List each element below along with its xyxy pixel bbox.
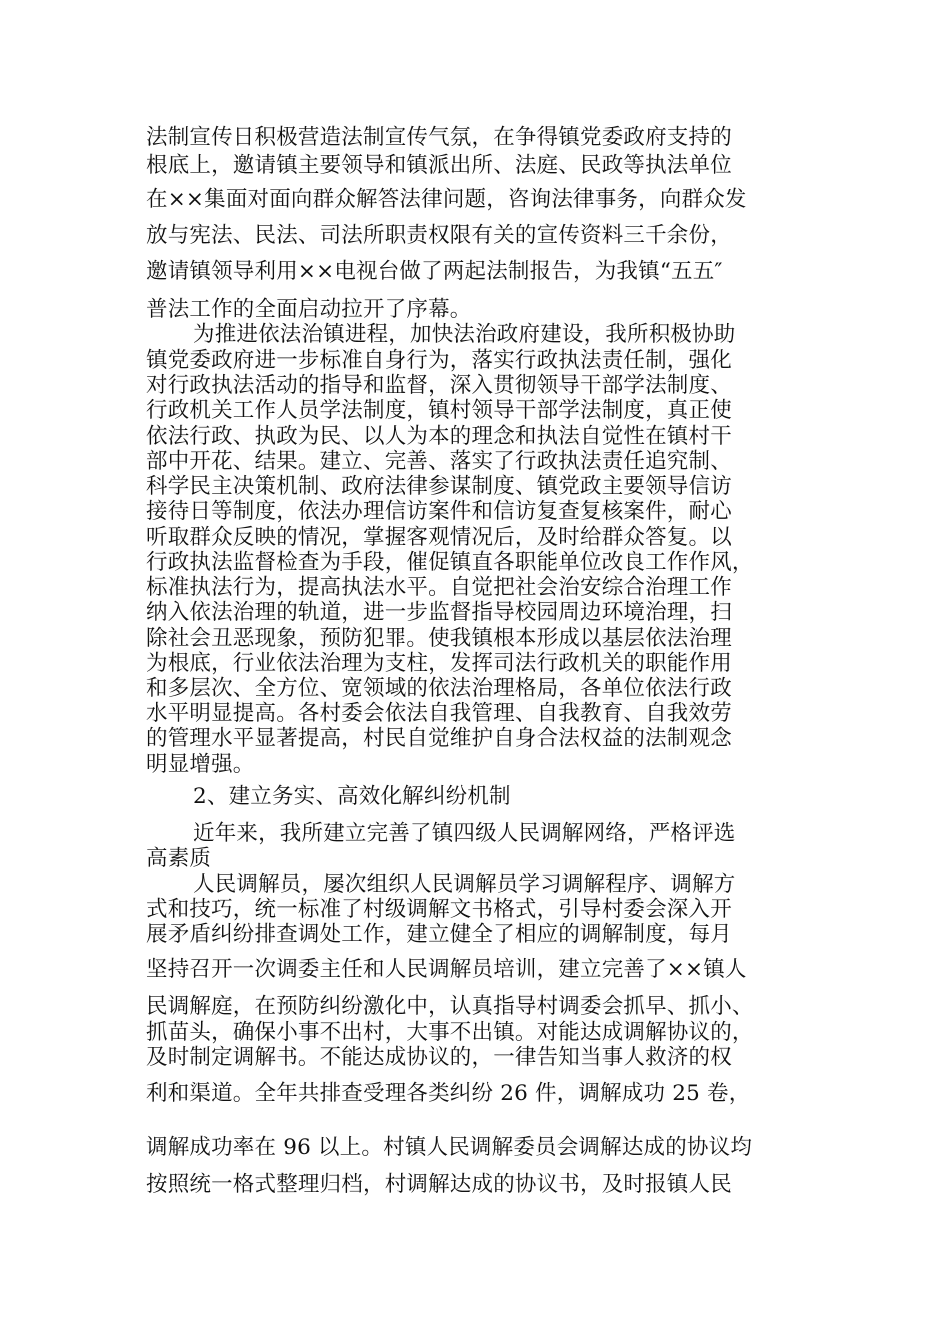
- text-line: 及时制定调解书。不能达成协议的，一律告知当事人救济的权: [146, 1045, 732, 1070]
- text-line: 依法行政、执政为民、以人为本的理念和执法自觉性在镇村干: [146, 424, 732, 449]
- text-line: 和多层次、全方位、宽领域的依法治理格局，各单位依法行政: [146, 676, 732, 701]
- text-line: 普法工作的全面启动拉开了序幕。: [146, 297, 472, 322]
- text-line: 展矛盾纠纷排查调处工作，建立健全了相应的调解制度，每月: [146, 922, 732, 947]
- text-line: 在××集面对面向群众解答法律问题，咨询法律事务，向群众发: [146, 187, 747, 212]
- text-line: 调解成功率在 96 以上。村镇人民调解委员会调解达成的协议均: [146, 1135, 753, 1160]
- text-line: 部中开花、结果。建立、完善、落实了行政执法责任追究制、: [146, 449, 732, 474]
- text-line: 行政机关工作人员学法制度，镇村领导干部学法制度，真正使: [146, 398, 732, 423]
- paragraph-first-line: 为推进依法治镇进程，加快法治政府建设，我所积极协助: [193, 322, 736, 347]
- text-line: 镇党委政府进一步标准自身行为，落实行政执法责任制，强化: [146, 348, 732, 373]
- text-line: 明显增强。: [146, 752, 255, 777]
- text-line: 听取群众反映的情况，掌握客观情况后，及时给群众答复。以: [146, 525, 732, 550]
- text-line: 为根底，行业依法治理为支柱，发挥司法行政机关的职能作用: [146, 651, 732, 676]
- text-line: 接待日等制度，依法办理信访案件和信访复查复核案件，耐心: [146, 499, 732, 524]
- text-line: 除社会丑恶现象，预防犯罪。使我镇根本形成以基层依法治理: [146, 626, 732, 651]
- section-heading: 2、建立务实、高效化解纠纷机制: [193, 784, 511, 809]
- text-line: 邀请镇领导利用××电视台做了两起法制报告，为我镇“五五″: [146, 259, 723, 284]
- text-line: 抓苗头，确保小事不出村，大事不出镇。对能达成调解协议的，: [146, 1020, 754, 1045]
- text-line: 纳入依法治理的轨道，进一步监督指导校园周边环境治理，扫: [146, 600, 732, 625]
- text-line: 按照统一格式整理归档，村调解达成的协议书，及时报镇人民: [146, 1172, 732, 1197]
- text-line: 标准执法行为，提高执法水平。自觉把社会治安综合治理工作: [146, 575, 732, 600]
- text-line: 对行政执法活动的指导和监督，深入贯彻领导干部学法制度、: [146, 373, 732, 398]
- text-line: 坚持召开一次调委主任和人民调解员培训，建立完善了××镇人: [146, 957, 747, 982]
- text-line: 放与宪法、民法、司法所职责权限有关的宣传资料三千余份，: [146, 223, 732, 248]
- paragraph-first-line: 人民调解员，屡次组织人民调解员学习调解程序、调解方: [193, 872, 736, 897]
- text-line: 高素质: [146, 846, 212, 871]
- text-line: 民调解庭，在预防纠纷激化中，认真指导村调委会抓早、抓小、: [146, 994, 754, 1019]
- text-line: 的管理水平显著提高，村民自觉维护自身合法权益的法制观念: [146, 726, 732, 751]
- paragraph-first-line: 近年来，我所建立完善了镇四级人民调解网络，严格评选: [193, 821, 736, 846]
- text-line: 根底上，邀请镇主要领导和镇派出所、法庭、民政等执法单位: [146, 153, 732, 178]
- text-line: 式和技巧，统一标准了村级调解文书格式，引导村委会深入开: [146, 897, 732, 922]
- text-line: 法制宣传日积极营造法制宣传气氛，在争得镇党委政府支持的: [146, 125, 732, 150]
- text-line: 科学民主决策机制、政府法律参谋制度、镇党政主要领导信访: [146, 474, 732, 499]
- text-line: 行政执法监督检查为手段，催促镇直各职能单位改良工作作风，: [146, 550, 754, 575]
- text-line: 利和渠道。全年共排查受理各类纠纷 26 件，调解成功 25 卷，: [146, 1081, 751, 1106]
- text-line: 水平明显提高。各村委会依法自我管理、自我教育、自我效劳: [146, 701, 732, 726]
